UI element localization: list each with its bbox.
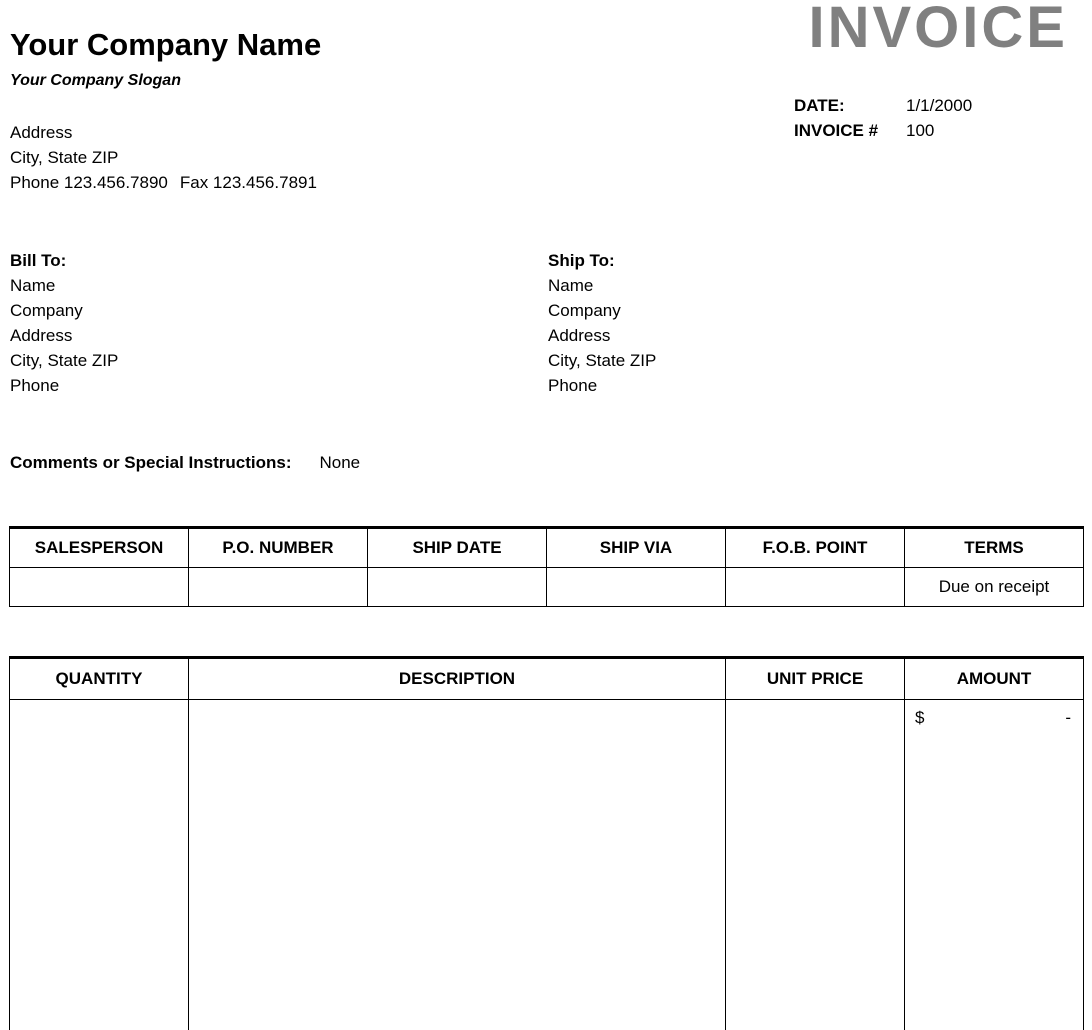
amount-number: - xyxy=(1065,708,1071,728)
order-info-table xyxy=(9,526,1084,607)
header-fob-point: F.O.B. POINT xyxy=(726,528,905,568)
invoice-title: INVOICE xyxy=(809,0,1069,61)
amount-cell[interactable] xyxy=(905,700,1084,1030)
bill-to-heading: Bill To: xyxy=(10,248,118,273)
invoice-meta xyxy=(794,93,972,143)
order-info-header-row xyxy=(10,528,1084,568)
company-fax: Fax 123.456.7891 xyxy=(180,173,317,192)
ship-to-phone: Phone xyxy=(548,373,656,398)
company-phone: Phone 123.456.7890 xyxy=(10,173,168,192)
line-items-body-row xyxy=(10,700,1084,1030)
header-quantity: QUANTITY xyxy=(10,658,189,700)
ship-to-block xyxy=(548,248,656,398)
company-name: Your Company Name xyxy=(10,27,321,63)
date-row xyxy=(794,93,972,118)
order-info-value-row xyxy=(10,568,1084,607)
invoice-number-label: INVOICE # xyxy=(794,118,906,143)
company-contact xyxy=(10,170,317,195)
comments-value: None xyxy=(320,453,361,472)
header-po-number: P.O. NUMBER xyxy=(189,528,368,568)
comments-label: Comments or Special Instructions: xyxy=(10,453,292,472)
header-ship-date: SHIP DATE xyxy=(368,528,547,568)
ship-to-name: Name xyxy=(548,273,656,298)
header-salesperson: SALESPERSON xyxy=(10,528,189,568)
line-items-header-row xyxy=(10,658,1084,700)
fob-point-cell[interactable] xyxy=(726,568,905,607)
description-cell[interactable] xyxy=(189,700,726,1030)
header-terms: TERMS xyxy=(905,528,1084,568)
company-slogan: Your Company Slogan xyxy=(10,72,181,90)
bill-to-address: Address xyxy=(10,323,118,348)
po-number-cell[interactable] xyxy=(189,568,368,607)
bill-to-phone: Phone xyxy=(10,373,118,398)
date-label: DATE: xyxy=(794,93,906,118)
amount-value xyxy=(905,700,1083,728)
ship-to-address: Address xyxy=(548,323,656,348)
bill-to-company: Company xyxy=(10,298,118,323)
ship-to-heading: Ship To: xyxy=(548,248,656,273)
header-ship-via: SHIP VIA xyxy=(547,528,726,568)
amount-currency: $ xyxy=(915,708,924,728)
quantity-cell[interactable] xyxy=(10,700,189,1030)
header-description: DESCRIPTION xyxy=(189,658,726,700)
ship-to-company: Company xyxy=(548,298,656,323)
unit-price-cell[interactable] xyxy=(726,700,905,1030)
invoice-number-value: 100 xyxy=(906,118,934,143)
ship-to-city-state-zip: City, State ZIP xyxy=(548,348,656,373)
comments-row xyxy=(10,453,360,473)
company-address-block xyxy=(10,120,317,195)
company-address: Address xyxy=(10,120,317,145)
invoice-number-row xyxy=(794,118,972,143)
header-unit-price: UNIT PRICE xyxy=(726,658,905,700)
ship-via-cell[interactable] xyxy=(547,568,726,607)
bill-to-name: Name xyxy=(10,273,118,298)
ship-date-cell[interactable] xyxy=(368,568,547,607)
bill-to-block xyxy=(10,248,118,398)
line-items-table xyxy=(9,656,1084,1030)
terms-cell[interactable]: Due on receipt xyxy=(905,568,1084,607)
date-value: 1/1/2000 xyxy=(906,93,972,118)
header-amount: AMOUNT xyxy=(905,658,1084,700)
bill-to-city-state-zip: City, State ZIP xyxy=(10,348,118,373)
company-city-state-zip: City, State ZIP xyxy=(10,145,317,170)
salesperson-cell[interactable] xyxy=(10,568,189,607)
